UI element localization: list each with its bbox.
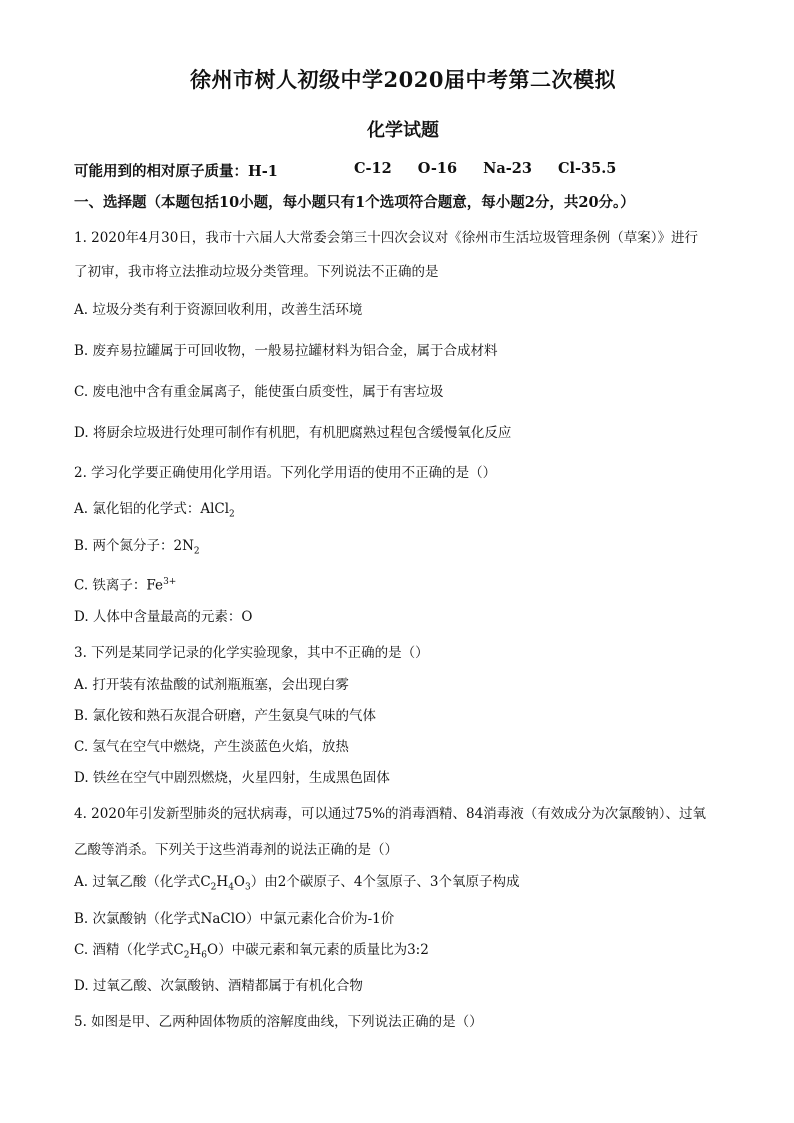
atomic-masses-lead: 可能用到的相对原子质量：H-1 — [74, 163, 278, 180]
option-text: A. 氯化铝的化学式：AlCl — [74, 501, 230, 517]
atomic-masses — [74, 160, 732, 181]
subscript: 2 — [183, 950, 190, 961]
option-text: C. 酒精（化学式C — [74, 941, 184, 958]
question-4-option-b: B. 次氯酸钠（化学式NaClO）中氯元素化合价为-1价 — [74, 910, 395, 927]
question-1-option-a: A. 垃圾分类有利于资源回收利用，改善生活环境 — [74, 302, 363, 318]
question-4-option-c — [74, 940, 732, 966]
question-3-option-d: D. 铁丝在空气中剧烈燃烧，火星四射，生成黑色固体 — [74, 769, 390, 786]
question-4-option-d: D. 过氧乙酸、次氯酸钠、酒精都属于有机化合物 — [74, 978, 363, 995]
question-1-stem-line: 1. 2020年4月30日，我市十六届人大常委会第三十四次会议对《徐州市生活垃圾管理条例（草案）》进行 — [74, 230, 699, 246]
question-1-option-d: D. 将厨余垃圾进行处理可制作有机肥，有机肥腐熟过程包含缓慢氧化反应 — [74, 425, 512, 441]
option-text: H — [216, 873, 229, 890]
superscript: 3+ — [163, 577, 177, 588]
question-4-stem — [74, 804, 732, 860]
question-1-option-b: B. 废弃易拉罐属于可回收物，一般易拉罐材料为铝合金，属于合成材料 — [74, 343, 498, 359]
question-4-stem-line: 4. 2020年引发新型肺炎的冠状病毒，可以通过75%的消毒酒精、84消毒液（有效成分为次氯酸钠）、过氧 — [74, 805, 706, 822]
exam-title: 徐州市树人初级中学2020届中考第二次模拟 — [190, 67, 616, 92]
question-2-option-c — [74, 572, 732, 596]
option-text: O）中碳元素和氧元素的质量比为3:2 — [207, 941, 429, 958]
question-3-stem: 3. 下列是某同学记录的化学实验现象，其中不正确的是（） — [74, 644, 429, 661]
question-5-stem: 5. 如图是甲、乙两种固体物质的溶解度曲线，下列说法正确的是（） — [74, 1014, 483, 1031]
subscript: 2 — [229, 509, 235, 520]
question-3-option-b: B. 氯化铵和熟石灰混合研磨，产生氨臭气味的气体 — [74, 707, 377, 724]
question-3-option-c: C. 氢气在空气中燃烧，产生淡蓝色火焰，放热 — [74, 738, 349, 755]
atomic-mass-item: C-12 — [354, 160, 392, 177]
subscript: 4 — [228, 882, 234, 893]
option-text: C. 铁离子：Fe — [74, 577, 164, 594]
option-text: O — [233, 873, 245, 890]
subscript: 2 — [193, 546, 200, 557]
question-1-stem-line: 了初审，我市将立法推动垃圾分类管理。下列说法不正确的是 — [74, 264, 439, 280]
question-2-option-d: D. 人体中含量最高的元素：O — [74, 608, 253, 625]
option-text: B. 两个氮分子：2N — [74, 537, 194, 554]
option-text: A. 过氧乙酸（化学式C — [74, 873, 211, 890]
option-text: H — [189, 941, 202, 958]
exam-subtitle: 化学试题 — [367, 120, 439, 141]
question-2-option-b — [74, 536, 732, 562]
atomic-mass-item: O-16 — [417, 160, 458, 177]
subscript: 3 — [245, 882, 251, 893]
subscript: 2 — [210, 882, 217, 893]
atomic-mass-item: Cl-35.5 — [557, 160, 617, 177]
question-1-stem — [74, 228, 732, 282]
question-2-option-a — [74, 499, 732, 525]
question-4-stem-line: 乙酸等消杀。下列关于这些消毒剂的说法正确的是（） — [74, 841, 398, 858]
question-4-option-a — [74, 872, 732, 898]
atomic-mass-item: Na-23 — [483, 160, 532, 177]
section-heading: 一、选择题（本题包括10小题，每小题只有1个选项符合题意，每小题2分，共20分。） — [74, 194, 635, 211]
question-2-stem: 2. 学习化学要正确使用化学用语。下列化学用语的使用不正确的是（） — [74, 465, 497, 481]
subscript: 6 — [201, 950, 208, 961]
question-3-option-a: A. 打开装有浓盐酸的试剂瓶瓶塞，会出现白雾 — [74, 676, 349, 693]
question-1-option-c: C. 废电池中含有重金属离子，能使蛋白质变性，属于有害垃圾 — [74, 384, 444, 400]
option-text: ）由2个碳原子、4个氢原子、3个氧原子构成 — [250, 873, 520, 890]
